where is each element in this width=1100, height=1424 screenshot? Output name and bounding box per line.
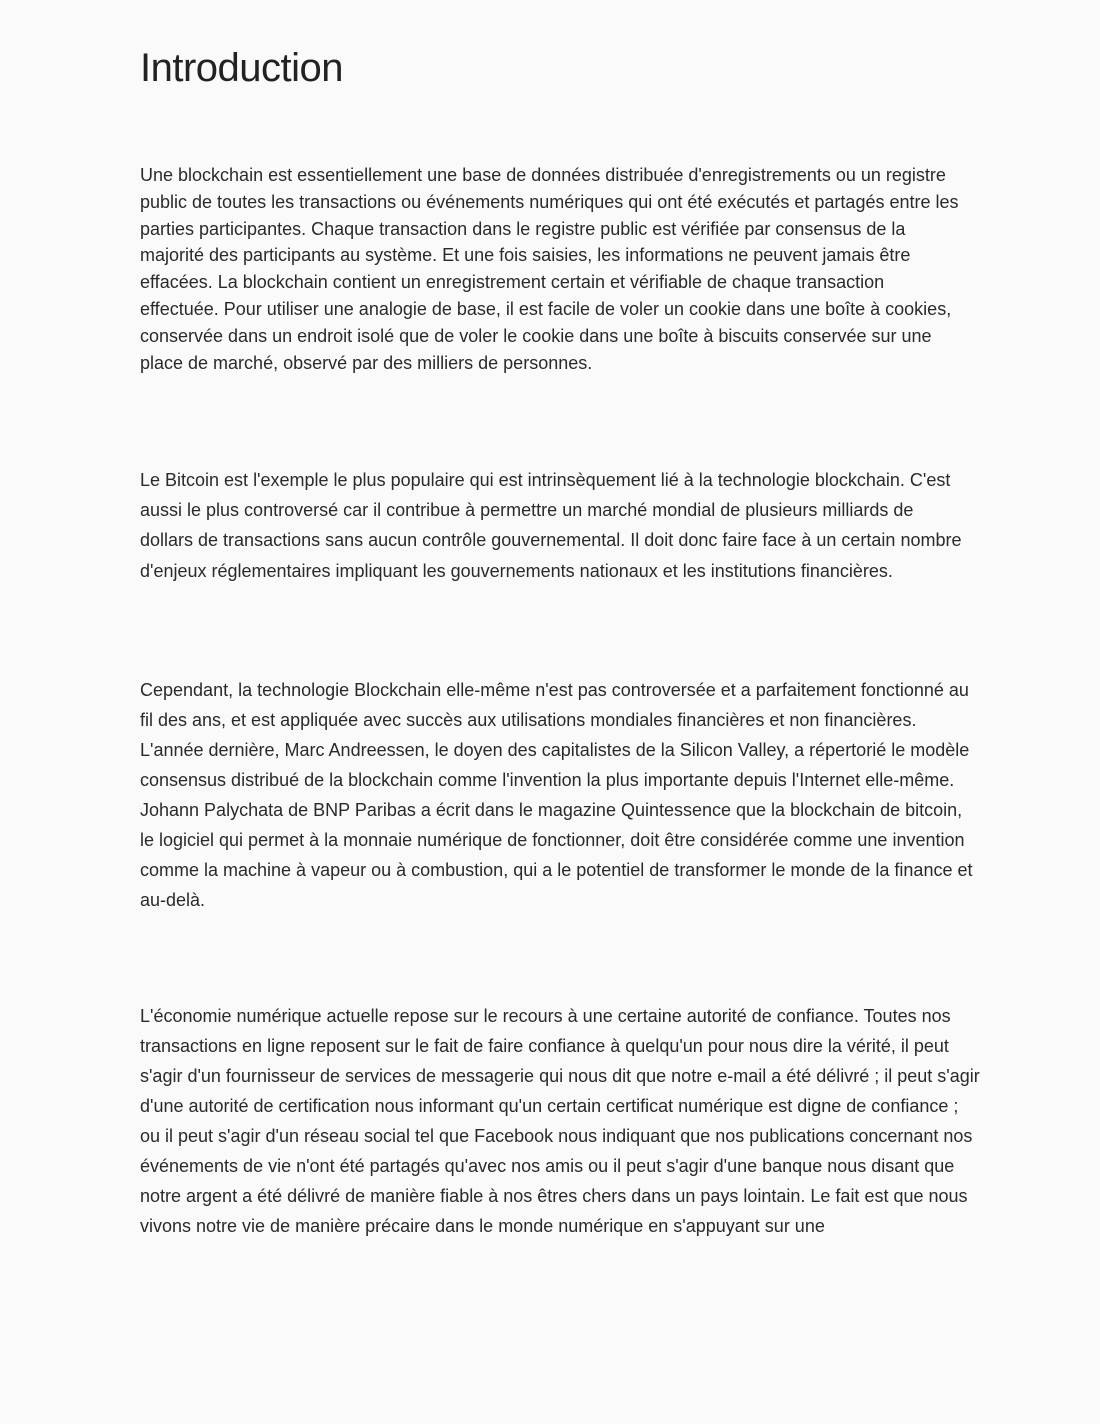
paragraph-digital-economy: L'économie numérique actuelle repose sur le recours à une certaine autorité de confiance. Toutes nos transactions en ligne reposent sur le fait de faire confiance à quelqu'un pour nous dire la vérité, il peut s'agir d'un fournisseur de services de messagerie qui nous dit que notre e-mail a été délivré ; il peut s'agir d'une autorité de certification nous informant qu'un certain certificat numérique est digne de confiance ; ou il peut s'agir d'un réseau social tel que Facebook nous indiquant que nos publications concernant nos événements de vie n'ont été partagés qu'avec nos amis ou il peut s'agir d'une banque nous disant que notre argent a été délivré de manière fiable à nos êtres chers dans un pays lointain. Le fait est que nous vivons notre vie de manière précaire dans le monde numérique en s'appuyant sur une <box>140 1006 980 1236</box>
paragraph-blockchain-definition: Une blockchain est essentiellement une base de données distribuée d'enregistrements ou un registre public de toutes les transactions ou événements numériques qui ont été exécutés et partagés entre les parties participantes. Chaque transaction dans le registre public est vérifiée par consensus de la majorité des participants au système. Et une fois saisies, les informations ne peuvent jamais être effacées. La blockchain contient un enregistrement certain et vérifiable de chaque transaction effectuée. Pour utiliser une analogie de base, il est facile de voler un cookie dans une boîte à cookies, conservée dans un endroit isolé que de voler le cookie dans une boîte à biscuits conservée sur une place de marché, observé par des milliers de personnes. <box>140 165 959 373</box>
paragraph-bitcoin: Le Bitcoin est l'exemple le plus populaire qui est intrinsèquement lié à la technologie blockchain. C'est aussi le plus controversé car il contribue à permettre un marché mondial de plusieurs milliards de dollars de transactions sans aucun contrôle gouvernemental. Il doit donc faire face à un certain nombre d'enjeux réglementaires impliquant les gouvernements nationaux et les institutions financières. <box>140 470 962 581</box>
paragraph-blockchain-technology: Cependant, la technologie Blockchain elle-même n'est pas controversée et a parfaitement fonctionné au fil des ans, et est appliquée avec succès aux utilisations mondiales financières et non financières. L'année dernière, Marc Andreessen, le doyen des capitalistes de la Silicon Valley, a répertorié le modèle consensus distribué de la blockchain comme l'invention la plus importante depuis l'Internet elle-même. Johann Palychata de BNP Paribas a écrit dans le magazine Quintessence que la blockchain de bitcoin, le logiciel qui permet à la monnaie numérique de fonctionner, doit être considérée comme une invention comme la machine à vapeur ou à combustion, qui a le potentiel de transformer le monde de la finance et au-delà. <box>140 680 973 910</box>
page-title: Introduction <box>140 46 344 90</box>
